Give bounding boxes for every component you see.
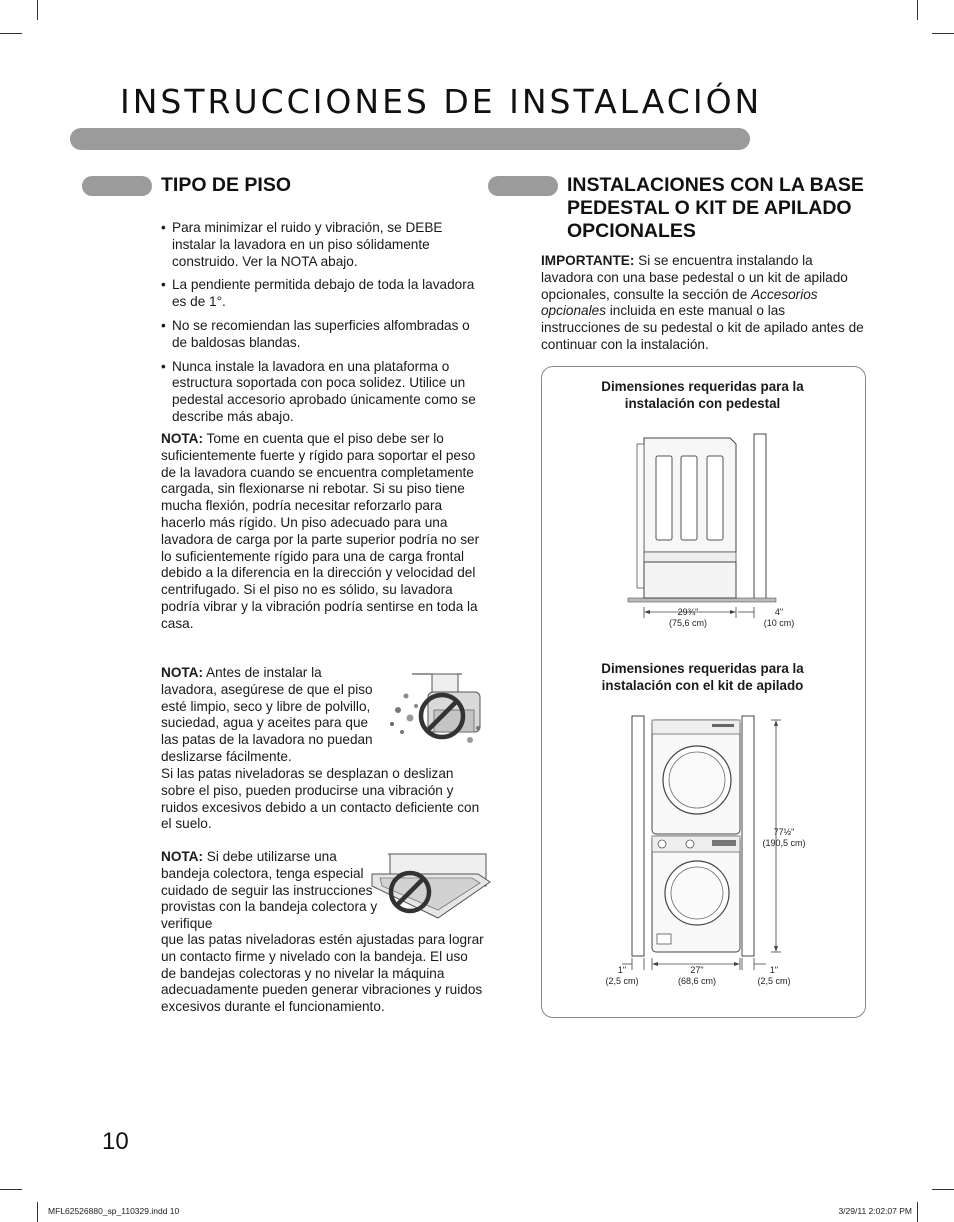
stack-dimensions-title bbox=[560, 661, 845, 694]
floor-bullet-list bbox=[161, 220, 483, 433]
dirty-floor-illustration bbox=[384, 666, 484, 752]
crop-mark bbox=[0, 33, 22, 34]
important-text: incluida en este manual o las instrucciones de su pedestal o kit de apilado antes de continuar con la instalación. bbox=[541, 303, 864, 352]
stack-width-dimension bbox=[666, 965, 728, 987]
crop-mark bbox=[37, 1202, 38, 1222]
dimension-cm: (190,5 cm) bbox=[762, 838, 806, 848]
dimension-inches: 27" bbox=[690, 965, 704, 975]
crop-mark bbox=[917, 0, 918, 20]
crop-mark bbox=[932, 33, 954, 34]
important-paragraph bbox=[541, 253, 867, 354]
accessories-reference: Accesorios opcionales bbox=[541, 286, 818, 319]
page-number: 10 bbox=[102, 1128, 129, 1155]
section-pill bbox=[488, 176, 558, 196]
dimension-inches: 1" bbox=[769, 965, 779, 975]
title-line: Dimensiones requeridas para la bbox=[601, 661, 804, 676]
note-drain-pan-continued: que las patas niveladoras estén ajustadas para lograr un contacto firme y nivelado con la bandeja. El uso de bandejas colectoras y no nivelar la máquina adecuadamente pueden generar vibraciones y ruidos excesivos durante el funcionamiento. bbox=[161, 932, 484, 1015]
dimension-cm: (68,6 cm) bbox=[677, 976, 716, 986]
pedestal-dimensions-title bbox=[560, 379, 845, 412]
title-line: Dimensiones requeridas para la bbox=[601, 379, 804, 394]
note-clean-floor-continued: Si las patas niveladoras se desplazan o deslizan sobre el piso, pueden producirse una vibración y ruidos excesivos debido a un contacto deficiente con el suelo. bbox=[161, 766, 480, 832]
heading-line: INSTALACIONES CON LA BASE bbox=[567, 174, 864, 196]
crop-mark bbox=[932, 1189, 954, 1190]
note-text: Antes de instalar la lavadora, asegúrese de que el piso esté limpio, seco y libre de polvillo, suciedad, agua y aceites para que las patas de la lavadora no puedan deslizarse fácilmente. bbox=[161, 665, 373, 764]
stack-left-gap-dimension bbox=[596, 965, 648, 987]
bullet-item: • Para minimizar el ruido y vibración, se DEBE instalar la lavadora en un piso sólidamente construido. Ver la NOTA abajo. bbox=[161, 220, 483, 270]
title-line: instalación con pedestal bbox=[624, 395, 781, 411]
page-title: INSTRUCCIONES DE INSTALACIÓN bbox=[120, 82, 763, 121]
dimension-cm: (75,6 cm) bbox=[668, 618, 707, 628]
important-label: IMPORTANTE: bbox=[541, 253, 635, 268]
dimension-cm: (10 cm) bbox=[763, 618, 795, 628]
dimension-inches: 77½" bbox=[773, 827, 795, 837]
section-heading-instalaciones bbox=[567, 174, 867, 243]
note-label: NOTA: bbox=[161, 849, 204, 864]
section-pill bbox=[82, 176, 152, 196]
pedestal-gap-dimension bbox=[752, 607, 806, 629]
pedestal-washer-drawing bbox=[620, 430, 780, 624]
dimension-cm: (2,5 cm) bbox=[605, 976, 639, 986]
note-floor-strength bbox=[161, 431, 483, 633]
note-label: NOTA: bbox=[161, 431, 204, 446]
crop-mark bbox=[37, 0, 38, 20]
footer-datetime: 3/29/11 2:02:07 PM bbox=[838, 1206, 912, 1216]
note-text: Tome en cuenta que el piso debe ser lo suficientemente fuerte y rígido para soportar el peso de la lavadora cuando se encuentra completamente cargada, sin flexionarse ni rebotar. Si su piso tiene mucha flexión, podría necesitar reforzarlo para hacerlo más rígido. Un piso adecuado para una lavadora de carga por la parte superior podría no ser lo suficientemente rígido para una de carga frontal debido a la diferencia en la dirección y velocidad del centrifugado. Si el piso no es sólido, su lavadora podría vibrar y la vibración podría sentirse en toda la casa. bbox=[161, 431, 480, 631]
crop-mark bbox=[0, 1189, 22, 1190]
pedestal-width-dimension bbox=[652, 607, 724, 629]
important-text: Si se encuentra instalando la lavadora con una base pedestal o un kit de apilado opcionales, consulte la sección de bbox=[541, 253, 848, 302]
heading-line: OPCIONALES bbox=[567, 220, 696, 242]
crop-mark bbox=[917, 1202, 918, 1222]
bullet-item: • No se recomiendan las superficies alfombradas o de baldosas blandas. bbox=[161, 318, 483, 352]
note-label: NOTA: bbox=[161, 665, 204, 680]
section-heading-tipo-de-piso: TIPO DE PISO bbox=[161, 174, 292, 196]
note-text: Si debe utilizarse una bandeja colectora, tenga especial cuidado de seguir las instrucciones provistas con la bandeja colectora y verifique bbox=[161, 849, 378, 932]
footer-file-name: MFL62526880_sp_110329.indd 10 bbox=[48, 1206, 180, 1216]
dimension-inches: 4" bbox=[774, 607, 784, 617]
dimension-inches: 1" bbox=[617, 965, 627, 975]
drain-pan-illustration bbox=[368, 852, 492, 924]
dimension-cm: (2,5 cm) bbox=[757, 976, 791, 986]
title-bar bbox=[70, 128, 750, 150]
stack-height-dimension bbox=[754, 827, 814, 849]
heading-line: PEDESTAL O KIT DE APILADO bbox=[567, 197, 852, 219]
bullet-item: • Nunca instale la lavadora en una plataforma o estructura soportada con poca solidez. Utilice un pedestal accesorio aprobado únicamente como se describe más abajo. bbox=[161, 359, 483, 426]
stack-right-gap-dimension bbox=[748, 965, 800, 987]
note-clean-floor bbox=[161, 665, 381, 766]
note-drain-pan bbox=[161, 849, 379, 933]
title-line: instalación con el kit de apilado bbox=[601, 677, 804, 693]
dimension-inches: 29¾" bbox=[677, 607, 699, 617]
bullet-item: • La pendiente permitida debajo de toda la lavadora es de 1°. bbox=[161, 277, 483, 311]
